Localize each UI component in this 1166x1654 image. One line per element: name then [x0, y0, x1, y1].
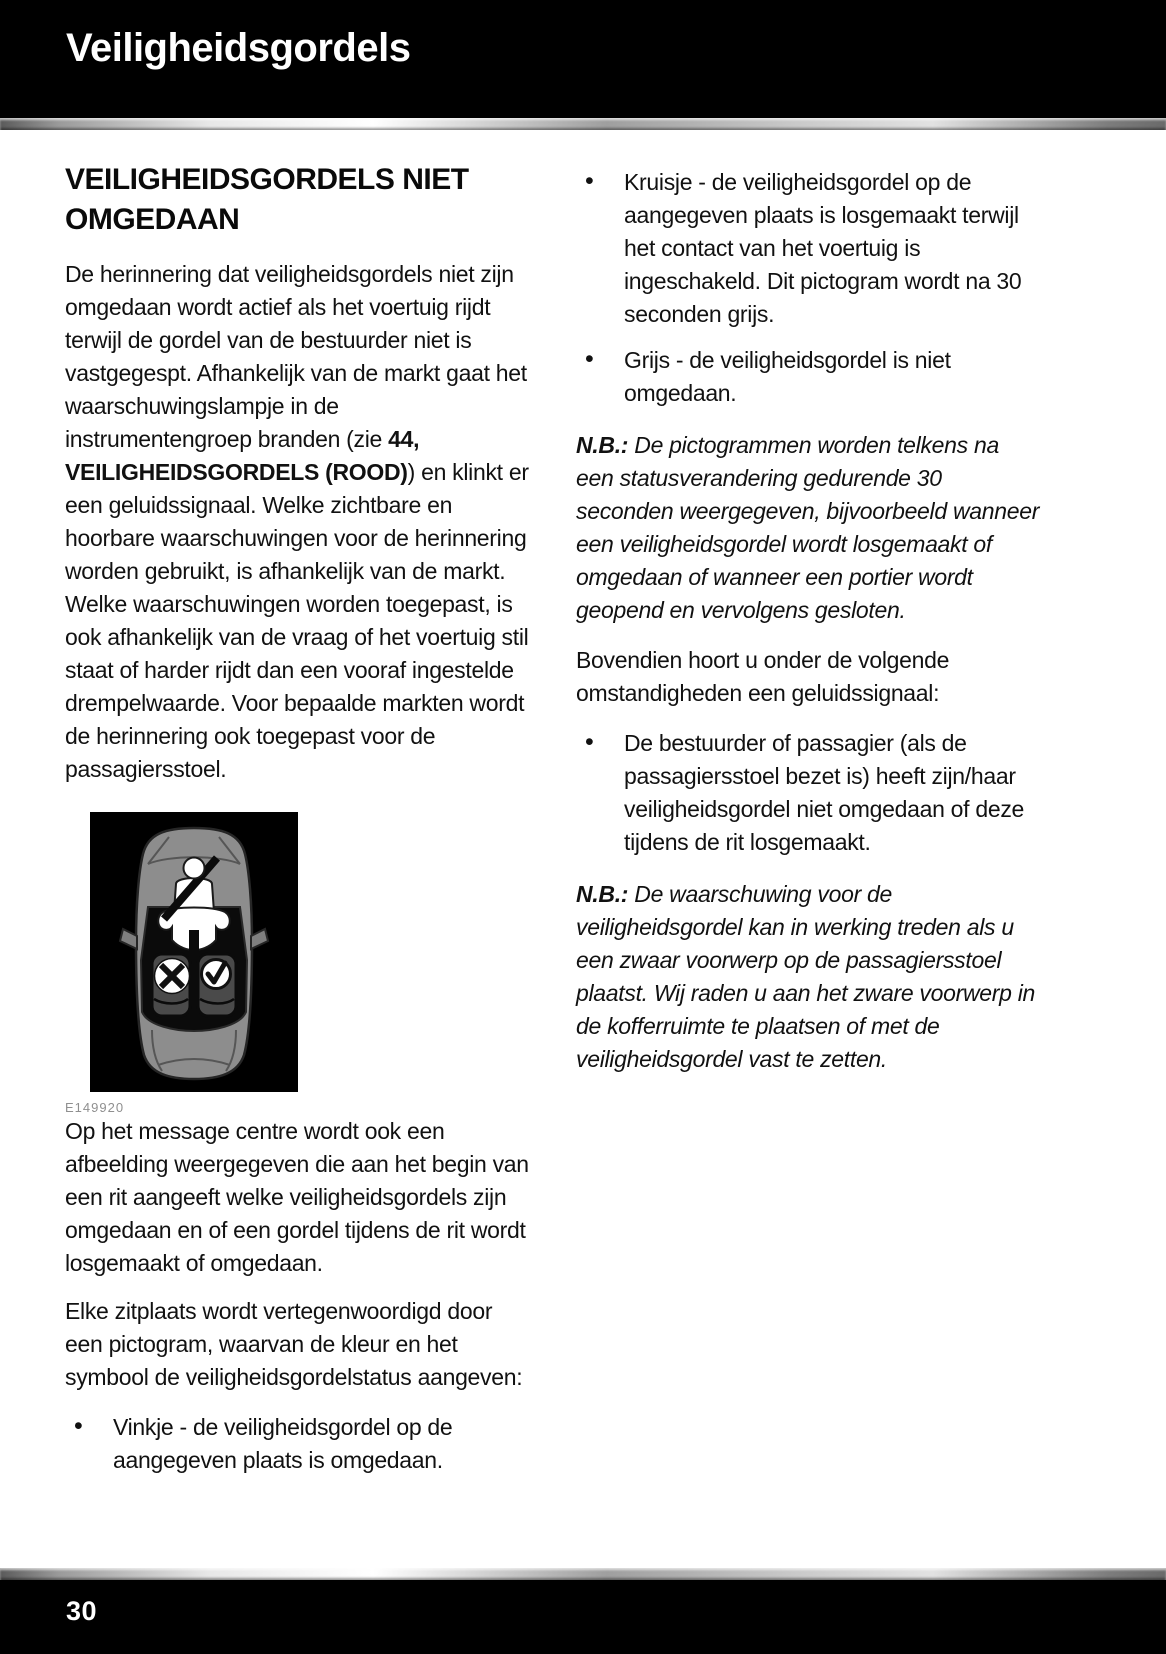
bullet-item: • Kruisje - de veiligheidsgordel op de aangegeven plaats is losgemaakt terwijl het contact van het voertuig is ingeschakeld. Dit pictogram wordt na 30 seconden grijs.: [576, 166, 1042, 331]
footer-divider: [0, 1568, 1166, 1580]
cross-icon: [155, 959, 190, 994]
check-icon: [202, 960, 231, 989]
text-segment: De waarschuwing voor de veiligheidsgordel kan in werking treden als u een zwaar voorwerp op de passagiersstoel plaatst. Wij raden u aan het zware voorwerp in de kofferruimte te plaatsen of met de veiligheidsgordel vast te zetten.: [576, 881, 1036, 1072]
text-segment: N.B.:: [576, 881, 629, 907]
bullet-list-status: [576, 166, 1042, 410]
right-column: [576, 160, 1042, 1492]
figure-label: E149920: [65, 1100, 125, 1115]
car-top-view-figure: [90, 812, 298, 1092]
text-segment: 44, VEILIGHEIDSGORDELS (ROOD): [65, 426, 420, 485]
text-segment: De pictogrammen worden telkens na een statusverandering gedurende 30 seconden weergegeven, bijvoorbeeld wanneer een veiligheidsgordel wordt losgemaakt of omgedaan of wanneer een portier wordt geopend en vervolgens gesloten.: [576, 432, 1040, 623]
bullet-item: • Vinkje - de veiligheidsgordel op de aangegeven plaats is omgedaan.: [65, 1411, 531, 1477]
paragraph-pictogram-intro: Elke zitplaats wordt vertegenwoordigd door een pictogram, waarvan de kleur en het symbool de veiligheidsgordelstatus aangeven:: [65, 1298, 523, 1390]
text-segment: ) en klinkt er een geluidssignaal. Welke zichtbare en hoorbare waarschuwingen voor de herinnering worden gebruikt, is afhankelijk van de markt. Welke waarschuwingen worden toegepast, is ook afhankelijk van de vraag of het voertuig stil staat of harder rijdt dan een vooraf ingestelde drempelwaarde. Voor bepaalde markten wordt de herinnering ook toegepast voor de passagiersstoel.: [65, 459, 529, 782]
footer-bar: [0, 1580, 1166, 1654]
note-heavy-object: [576, 878, 1042, 1076]
bullet-item: • Grijs - de veiligheidsgordel is niet omgedaan.: [576, 344, 1042, 410]
paragraph-message-centre: Op het message centre wordt ook een afbeelding weergegeven die aan het begin van een rit aangeeft welke veiligheidsgordels zijn omgedaan en of een gordel tijdens de rit wordt losgemaakt of omgedaan.: [65, 1118, 529, 1276]
figure-car-seatbelt-status: [65, 812, 531, 1115]
section-heading: VEILIGHEIDSGORDELS NIET OMGEDAAN: [65, 163, 469, 236]
car-top-view-image: [90, 812, 298, 1092]
page-title: Veiligheidsgordels: [66, 26, 411, 70]
page-header: [0, 0, 1166, 118]
text-segment: N.B.:: [576, 432, 629, 458]
bullet-list-checkmark: [65, 1411, 531, 1477]
paragraph-audible-signal: Bovendien hoort u onder de volgende omstandigheden een geluidssignaal:: [576, 647, 950, 706]
page-number: 30: [66, 1596, 98, 1626]
bullet-list-audible: [576, 727, 1042, 859]
note-pictogram-duration: [576, 429, 1042, 627]
page-content: [0, 130, 1166, 1492]
paragraph-seatbelt-reminder: [65, 258, 531, 786]
header-divider: [0, 118, 1166, 130]
text-segment: De herinnering dat veiligheidsgordels niet zijn omgedaan wordt actief als het voertuig rijdt terwijl de gordel van de bestuurder niet is vastgegespt. Afhankelijk van de markt gaat het waarschuwingslampje in de instrumentengroep branden (zie: [65, 261, 527, 452]
bullet-item: • De bestuurder of passagier (als de passagiersstoel bezet is) heeft zijn/haar veiligheidsgordel niet omgedaan of deze tijdens de rit losgemaakt.: [576, 727, 1042, 859]
page-footer: [0, 1568, 1166, 1654]
left-column: [65, 160, 531, 1492]
